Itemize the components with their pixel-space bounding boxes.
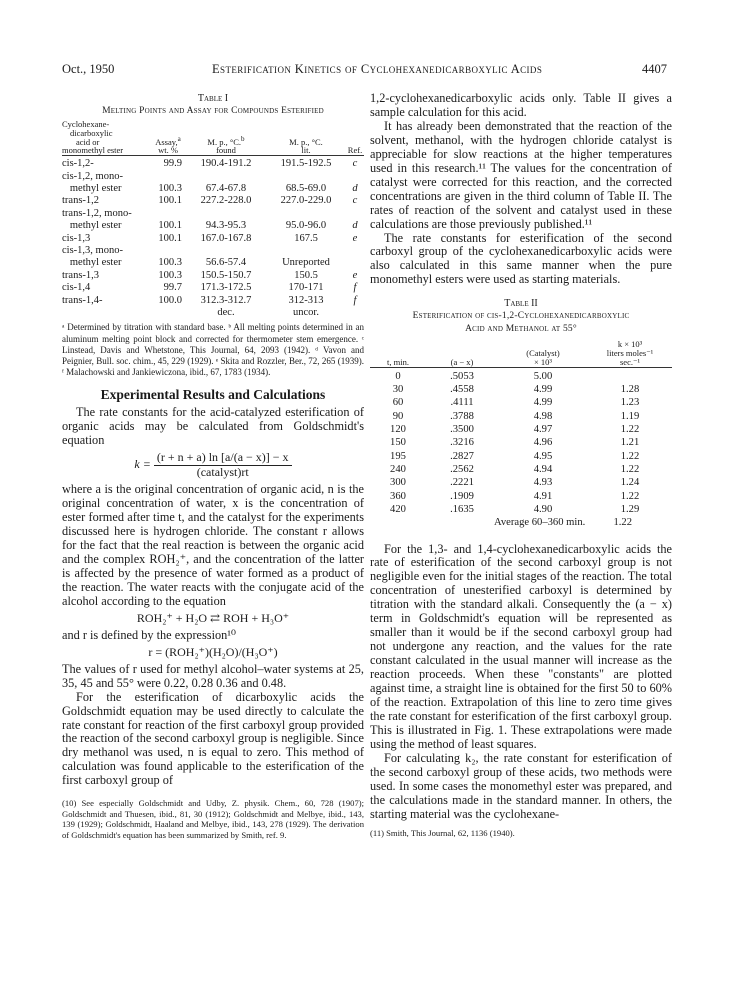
t1-cell-mp-lit: 150.5 [294, 269, 318, 281]
t1-cell-mp-found: 150.5-150.7 [200, 269, 252, 281]
t2-cell-time: 90 [392, 410, 404, 422]
t2-cell-ax: .2562 [450, 464, 474, 476]
t2-cell-k: 1.19 [620, 410, 640, 422]
t1-cell-ref: d [352, 183, 358, 194]
t2-cell-catalyst: 4.98 [533, 410, 553, 422]
table2-row [370, 450, 672, 463]
t1-h-ref: Ref. [347, 145, 363, 156]
t1-h-found-sup: b [241, 134, 245, 143]
footnote-10: (10) See especially Goldschmidt and Udby, Z. physik. Chem., 60, 728 (1907); Goldschmidt and Thuesen, ibid., 81, 30 (1912); Goldschmidt and Melbye, ibid., 143, 139 (1929); Goldschmidt, Haaland and Melbye, ibid., 143, 278 (1929). The derivation of Goldschmidt's equation has been summarized by Smith, ref. 9. [62, 798, 364, 841]
table2-average-row [370, 517, 672, 531]
t1-h-compound-3: acid or [76, 136, 100, 147]
t2-h-k-1: k × 10³ [617, 339, 643, 350]
t1-h-lit-1: M. p., °C. [289, 136, 323, 147]
right-body-text-bottom [370, 543, 672, 822]
t1-cell-mp-found: 56.6-57.4 [205, 257, 247, 269]
goldschmidt-equation [62, 451, 364, 480]
t1-cell-mp-found: dec. [217, 307, 235, 319]
table1 [62, 120, 364, 319]
t2-cell-k: 1.24 [620, 477, 640, 489]
t1-cell-assay: 100.1 [158, 195, 182, 207]
t1-cell-compound: cis-1,4 [62, 282, 91, 294]
equilibrium-equation: ROH₂⁺ + H₂O ⇄ ROH + H₃O⁺ [136, 610, 290, 625]
t2-cell-ax: .1635 [450, 504, 474, 516]
t2-cell-k: 1.23 [620, 397, 640, 409]
t1-cell-mp-found [186, 245, 266, 257]
t1-cell-ref [346, 307, 364, 319]
t2-cell-k: 1.22 [620, 464, 640, 476]
t2-cell-k: 1.21 [620, 437, 640, 449]
table1-row [62, 257, 364, 269]
t1-cell-assay: 100.3 [158, 269, 182, 281]
r-definition-equation: r = (ROH₂⁺)(H₂O)/(H₃O⁺) [148, 644, 278, 659]
t2-cell-k: 1.22 [620, 490, 640, 502]
table1-row [62, 307, 364, 319]
right-column [370, 92, 672, 838]
t2-cell-ax: .3500 [450, 424, 474, 436]
t1-cell-mp-lit [266, 208, 346, 220]
t2-cell-ax: .4111 [450, 397, 474, 409]
t1-cell-ref [346, 245, 364, 257]
t2-cell-catalyst: 4.96 [533, 437, 553, 449]
t1-cell-ref: e [352, 232, 358, 244]
t2-cell-time: 420 [390, 504, 406, 516]
t2-average-label: Average 60–360 min. [494, 516, 586, 528]
left-paragraph-2: where a is the original concentration of organic acid, n is the original concentration of water, x is the concentration of ester formed after time t, and the catalyst for the experiments discussed here is hydrogen chloride. The constant r allows for the fact that the real reaction is between the organic acid and the complex ROH₂⁺, and the concentration of the latter is affected by the presence of water formed as a product of the reaction. The water reacts with the conjugate acid of the alcohol according to the equation [62, 482, 364, 608]
table2-row [370, 383, 672, 396]
t2-cell-time: 150 [390, 437, 406, 449]
t2-cell-ax: .4558 [450, 384, 474, 396]
t2-cell-catalyst: 5.00 [533, 370, 553, 382]
t1-cell-mp-found [186, 171, 266, 183]
table1-body [62, 156, 364, 320]
t1-cell-ref: c [352, 158, 358, 170]
t1-cell-mp-lit: 227.0-229.0 [280, 195, 332, 207]
t1-cell-assay: 100.3 [158, 183, 182, 194]
t1-cell-compound: cis-1,3 [62, 232, 91, 244]
t1-cell-ref: d [352, 220, 358, 232]
t2-cell-k [588, 367, 672, 383]
table1-footnotes: ᵃ Determined by titration with standard base. ᵇ All melting points determined in an aluminum melting point block and corrected for thermometer stem emergence. ᶜ Linstead, Davis and Whetstone, This Journal, 64, 2093 (1942). ᵈ Vavon and Peignier, Bull. soc. chim., 45, 229 (1929). ᵉ Skita and Rozzler, Ber., 72, 265 (1939). ᶠ Malachowski and Jankiewiczona, ibid., 67, 1783 (1934). [62, 322, 364, 378]
table2-row [370, 367, 672, 383]
t1-cell-mp-found [186, 208, 266, 220]
t1-h-found-1: M. p., °C. [207, 136, 242, 147]
t1-cell-mp-found: 94.3-95.3 [205, 220, 247, 232]
t1-cell-assay [150, 208, 186, 220]
footnote-11: (11) Smith, This Journal, 62, 1136 (1940). [370, 827, 515, 838]
t2-cell-time: 300 [390, 477, 406, 489]
left-column [62, 92, 364, 841]
t1-cell-mp-lit: 68.5-69.0 [285, 183, 327, 194]
t1-cell-mp-lit: 170-171 [288, 282, 324, 294]
header-date: Oct., 1950 [62, 62, 115, 76]
table2-row [370, 436, 672, 449]
table2-row [370, 410, 672, 423]
table1-row [62, 270, 364, 282]
table1-row [62, 245, 364, 257]
table2-row [370, 423, 672, 436]
right-paragraph-3: The rate constants for esterification of the second carboxyl group of the cyclohexanedicarboxylic acids were also calculated in this same manner when the pure monomethyl esters were used as starting materials. [370, 230, 672, 287]
table2-label: Table II [504, 298, 538, 310]
t1-cell-compound: methyl ester [62, 183, 122, 194]
t2-cell-catalyst: 4.90 [533, 504, 553, 516]
t1-cell-compound: trans-1,4- [62, 294, 103, 306]
left-paragraph-4: The values of r used for methyl alcohol–water systems at 25, 35, 45 and 55° were 0.22, 0.28 0.36 and 0.48. [62, 661, 364, 690]
page-number: 4407 [642, 62, 667, 76]
t1-cell-ref: f [353, 282, 357, 294]
t2-cell-ax: .2827 [450, 450, 474, 462]
table1-row [62, 171, 364, 183]
t2-cell-ax: .2221 [450, 477, 474, 489]
right-paragraph-2: It has already been demonstrated that the reaction of the solvent, methanol, with the hydrogen chloride catalyst is appreciable for slow reactions at the higher temperatures used in this research.¹¹ The values for the concentration of catalyst were corrected for this reaction, and the corrected concentrations are given in the third column of Table II. The rates of reaction of the solvent and catalyst used in these calculations are those previously published.¹¹ [370, 118, 672, 231]
t2-cell-time: 30 [392, 384, 404, 396]
t1-cell-mp-lit: uncor. [293, 307, 319, 319]
t1-cell-assay [150, 307, 186, 319]
section-title: Experimental Results and Calculations [100, 387, 326, 403]
table2-title-line1: Esterification of cis-1,2-Cyclohexanedicarboxylic [412, 311, 630, 322]
t1-cell-assay [150, 245, 186, 257]
table1-row [62, 295, 364, 307]
t1-cell-compound: cis-1,2, mono- [62, 170, 123, 182]
t2-cell-k: 1.28 [620, 384, 640, 396]
left-body-text [62, 406, 364, 788]
t2-h-time: t, min. [387, 356, 409, 367]
t2-h-cat-1: (Catalyst) [526, 348, 560, 359]
t1-h-compound-1: Cyclohexane- [62, 119, 110, 129]
t2-cell-k: 1.29 [620, 504, 640, 516]
t2-cell-time: 360 [390, 490, 406, 502]
t2-cell-catalyst: 4.97 [533, 424, 553, 436]
table2-row [370, 476, 672, 489]
table1-row [62, 195, 364, 207]
t1-cell-compound: methyl ester [62, 220, 122, 232]
t1-cell-compound: cis-1,2- [62, 158, 94, 170]
table1-title: Melting Points and Assay for Compounds Esterified [102, 106, 324, 116]
t2-cell-ax: .3216 [450, 437, 474, 449]
t1-cell-compound: trans-1,3 [62, 269, 100, 281]
t2-h-ax: (a − x) [450, 356, 474, 367]
table2-row [370, 490, 672, 503]
t2-average-value: 1.22 [613, 516, 632, 528]
t1-cell-compound: trans-1,2, mono- [62, 207, 132, 219]
t2-cell-time: 240 [390, 464, 406, 476]
t2-cell-time: 195 [390, 450, 406, 462]
t1-cell-mp-found: 171.3-172.5 [200, 282, 252, 294]
t1-cell-mp-found: 312.3-312.7 [200, 294, 252, 306]
t1-cell-mp-found: 67.4-67.8 [205, 183, 247, 194]
running-header [62, 62, 667, 80]
table2-row [370, 396, 672, 409]
right-paragraph-4: For the 1,3- and 1,4-cyclohexanedicarboxylic acids the rate of esterification of the second carboxyl group is not negligible even for the initial stages of the reaction. The total concentration of unesterified carboxyl is determined by titration with the standard alkali. Consequently the (a − x) term in Goldschmidt's equation will be represented as smaller than it would be if the second carboxyl group had not undergone any reaction, and the values for the rate constant calculated in the usual manner will increase as the reaction proceeds. When these "constants" are plotted against time, a straight line is obtained for the first 50 to 60% of the reaction. Extrapolation of this line to zero time gives the rate constant for esterification of the first carboxyl group. This is illustrated in Fig. 1. These extrapolations were made using the method of least squares. [370, 541, 672, 751]
table1-row [62, 282, 364, 294]
t1-cell-mp-found: 227.2-228.0 [200, 195, 252, 207]
t1-h-compound-2: dicarboxylic [70, 127, 113, 138]
t1-h-compound-4: monomethyl ester [62, 145, 124, 156]
t1-cell-ref: c [352, 195, 358, 207]
t1-h-assay-2: wt. % [158, 145, 178, 156]
table1-header-row [62, 120, 364, 156]
table1-row [62, 183, 364, 195]
t1-cell-mp-lit: 312-313 [288, 294, 324, 306]
table2-title-line2: Acid and Methanol at 55° [465, 324, 577, 335]
t1-cell-compound: methyl ester [62, 257, 122, 269]
t1-cell-assay: 100.1 [158, 220, 182, 232]
t2-cell-catalyst: 4.94 [533, 464, 553, 476]
t2-cell-time: 120 [390, 424, 406, 436]
table2-header-row [370, 340, 672, 367]
left-paragraph-5: For the esterification of dicarboxylic acids the Goldschmidt equation may be used directly to calculate the rate constant for reaction of the first carboxyl group provided the reaction of the second carboxyl group is negligible. Since dry methanol was used, n is equal to zero. This method of calculation was found applicable to the esterification of the first carboxyl group of [62, 689, 364, 788]
t1-cell-mp-lit [266, 171, 346, 183]
t2-h-k-3: sec.⁻¹ [619, 356, 640, 367]
t2-cell-ax: .3788 [450, 410, 474, 422]
t1-h-assay-1: Assay, [155, 136, 178, 147]
t2-cell-time: 60 [392, 397, 404, 409]
t1-cell-assay: 99.7 [163, 282, 182, 294]
table2-row [370, 463, 672, 476]
table1-row [62, 156, 364, 171]
right-paragraph-5: For calculating k₂, the rate constant for esterification of the second carboxyl group of these acids, two methods were used. In some cases the monomethyl ester was prepared, and the calculations made in the standard manner. In others, the starting material was the cyclohexane- [370, 750, 672, 821]
table2 [370, 340, 672, 516]
t1-cell-assay: 100.0 [158, 294, 182, 306]
table1-row [62, 233, 364, 245]
t1-cell-ref [346, 171, 364, 183]
right-body-text-top [370, 92, 672, 287]
t2-cell-catalyst: 4.99 [533, 384, 553, 396]
t1-cell-ref [346, 257, 364, 269]
eq1-numerator: (r + n + a) ln [a/(a − x)] − x [154, 451, 292, 466]
t1-cell-mp-found: 190.4-191.2 [200, 158, 252, 170]
table1-label: Table I [197, 93, 229, 104]
t1-cell-mp-lit: 95.0-96.0 [285, 220, 327, 232]
t1-cell-mp-lit: 191.5-192.5 [280, 158, 332, 170]
table1-row [62, 208, 364, 220]
eq1-lhs: k = [134, 457, 151, 472]
t1-cell-mp-found: 167.0-167.8 [200, 232, 252, 244]
t2-cell-k: 1.22 [620, 450, 640, 462]
left-paragraph-3: and r is defined by the expression¹⁰ [62, 627, 236, 642]
t2-cell-k: 1.22 [620, 424, 640, 436]
t1-h-found-2: found [216, 145, 236, 156]
t2-cell-catalyst: 4.93 [533, 477, 553, 489]
t2-cell-catalyst: 4.99 [533, 397, 553, 409]
t1-cell-assay: 100.1 [158, 232, 182, 244]
t1-cell-mp-lit: 167.5 [294, 232, 318, 244]
t1-cell-compound [62, 307, 150, 319]
left-paragraph-1: The rate constants for the acid-catalyzed esterification of organic acids may be calculated from Goldschmidt's equation [62, 405, 364, 448]
t1-cell-compound: trans-1,2 [62, 195, 100, 207]
t1-cell-mp-lit [266, 245, 346, 257]
table2-body [370, 367, 672, 516]
t1-cell-ref [346, 208, 364, 220]
t2-cell-catalyst: 4.91 [533, 490, 553, 502]
t1-cell-mp-lit: Unreported [282, 257, 330, 269]
eq1-denominator: (catalyst)rt [196, 465, 249, 480]
t1-cell-assay [150, 171, 186, 183]
header-title: Esterification Kinetics of Cyclohexanedicarboxylic Acids [212, 62, 543, 76]
table2-row [370, 503, 672, 516]
t1-cell-assay: 100.3 [158, 257, 182, 269]
t2-cell-ax: .1909 [450, 490, 474, 502]
t2-h-k-2: liters moles⁻¹ [606, 348, 654, 359]
t1-cell-assay: 99.9 [163, 158, 182, 170]
t2-cell-catalyst: 4.95 [533, 450, 553, 462]
t1-h-assay-sup: a [177, 134, 181, 143]
t2-cell-time: 0 [395, 370, 401, 382]
t1-h-lit-2: lit. [301, 145, 311, 156]
t2-h-cat-2: × 10³ [534, 356, 552, 367]
table1-row [62, 220, 364, 232]
t1-cell-compound: cis-1,3, mono- [62, 245, 123, 257]
t1-cell-ref: f [353, 294, 357, 306]
t2-cell-ax: .5053 [450, 370, 474, 382]
right-paragraph-1: 1,2-cyclohexanedicarboxylic acids only. Table II gives a sample calculation for this acid. [370, 91, 672, 119]
t1-cell-ref: e [352, 269, 358, 281]
